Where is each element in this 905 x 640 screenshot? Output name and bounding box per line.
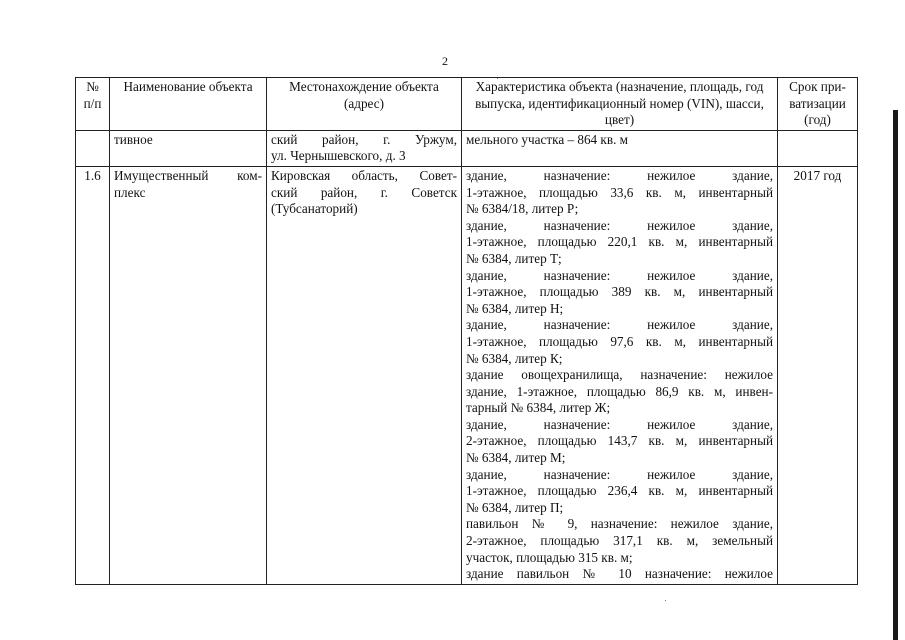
item-line: 1-этажное, площадью 236,4 кв. м, инвентарный xyxy=(466,483,773,499)
item-line: 1-этажное, площадью 389 кв. м, инвентарный xyxy=(466,284,773,300)
item-line: № 6384, литер К; xyxy=(466,350,563,366)
header-row xyxy=(76,78,858,131)
list-item xyxy=(466,268,773,318)
item-line: здание, назначение: нежилое здание, xyxy=(466,217,773,233)
item-line: № 6384, литер М; xyxy=(466,450,566,466)
cell-address xyxy=(267,130,462,166)
item-line: участок, площадью 315 кв. м; xyxy=(466,549,633,565)
item-line: № 6384, литер Т; xyxy=(466,250,562,266)
table-row xyxy=(76,166,858,584)
list-item xyxy=(466,417,773,467)
header-name: Наименование объекта xyxy=(110,78,267,131)
scan-speck xyxy=(665,600,666,601)
cell-characteristics xyxy=(462,166,778,584)
table-row-continued xyxy=(76,130,858,166)
cell-term xyxy=(778,130,858,166)
address-line: ул. Чернышевского, д. 3 xyxy=(271,148,406,164)
cut-line: здание павильон № 10 назначение: нежилое xyxy=(466,566,773,582)
header-characteristics: Характеристика объекта (назначение, площадь, год выпуска, идентификационный номер (VIN), шасси, цвет) xyxy=(462,78,778,131)
item-line: 1-этажное, площадью 97,6 кв. м, инвентарный xyxy=(466,333,773,349)
item-line: здание, 1-этажное, площадью 86,9 кв. м, инвен- xyxy=(466,383,773,399)
header-term: Срок при-ватизации (год) xyxy=(778,78,858,131)
item-line: 1-этажное, площадью 220,1 кв. м, инвентарный xyxy=(466,234,773,250)
address-line: ский район, г. Уржум, xyxy=(271,131,457,147)
address-line: ский район, г. Советск xyxy=(271,184,457,200)
page-number: 2 xyxy=(442,54,448,68)
item-line: здание овощехранилища, назначение: нежилое xyxy=(466,367,773,383)
item-line: 2-этажное, площадью 143,7 кв. м, инвентарный xyxy=(466,433,773,449)
list-item xyxy=(466,516,773,566)
name-line: Имущественный ком- xyxy=(114,167,262,183)
item-line: № 6384, литер П; xyxy=(466,499,564,515)
item-line: 1-этажное, площадью 33,6 кв. м, инвентарный xyxy=(466,184,773,200)
list-item xyxy=(466,367,773,417)
item-line: павильон № 9, назначение: нежилое здание, xyxy=(466,516,773,532)
list-item xyxy=(466,218,773,268)
item-line: здание, назначение: нежилое здание, xyxy=(466,267,773,283)
item-list xyxy=(466,168,773,566)
privatization-table xyxy=(75,77,858,585)
header-num: № п/п xyxy=(76,78,110,131)
list-item xyxy=(466,317,773,367)
item-line: № 6384, литер Н; xyxy=(466,300,564,316)
item-line: здание, назначение: нежилое здание, xyxy=(466,416,773,432)
item-line: № 6384/18, литер Р; xyxy=(466,201,579,217)
cell-address xyxy=(267,166,462,584)
address-line: Кировская область, Совет- xyxy=(271,167,457,183)
item-line: здание, назначение: нежилое здание, xyxy=(466,466,773,482)
address-line: (Тубсанаторий) xyxy=(271,201,358,217)
cell-name xyxy=(110,166,267,584)
item-line: тарный № 6384, литер Ж; xyxy=(466,400,611,416)
header-address: Местонахождение объекта (адрес) xyxy=(267,78,462,131)
cell-characteristics: мельного участка – 864 кв. м xyxy=(462,130,778,166)
item-line: здание, назначение: нежилое здание, xyxy=(466,317,773,333)
cell-name: тивное xyxy=(110,130,267,166)
list-item xyxy=(466,467,773,517)
scan-border xyxy=(893,110,898,640)
item-line: 2-этажное, площадью 317,1 кв. м, земельный xyxy=(466,533,773,549)
item-line: здание, назначение: нежилое здание, xyxy=(466,167,773,183)
cell-num xyxy=(76,130,110,166)
name-line: плекс xyxy=(114,184,146,200)
cell-term: 2017 год xyxy=(778,166,858,584)
list-item xyxy=(466,168,773,218)
cell-num: 1.6 xyxy=(76,166,110,584)
